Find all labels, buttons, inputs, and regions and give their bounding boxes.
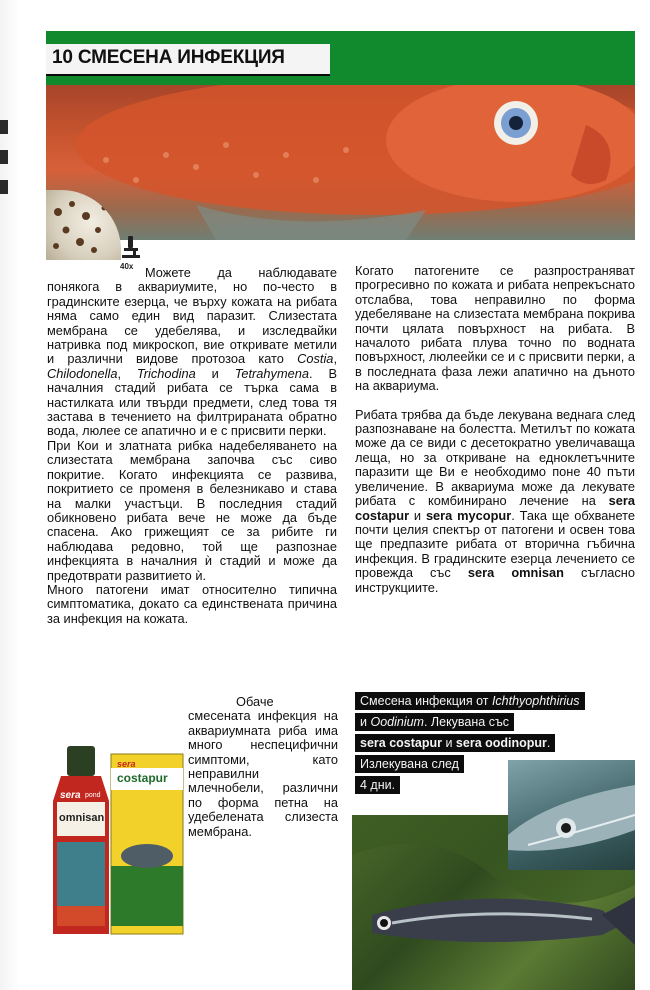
right-column xyxy=(355,264,635,595)
right-paragraph-1: Когато патогените се разпространяват прогресивно по кожата и рибата непрекъснато отслабва, това неправилно по форма удебеляване на слизестата мембрана покрива почти цялата повърхност на рибата. В началото рибата плува точно по водната повърхност, люлеейки се и с присвити перки, а в последната фаза лежи апатично на дъното на аквариума. xyxy=(355,263,635,394)
caption-line-3: sera costapur и sera oodinopur. xyxy=(355,734,555,752)
bottle-brand: sera xyxy=(60,790,81,801)
shark-fish-photo xyxy=(508,760,635,870)
shark-fish-illustration xyxy=(508,760,635,870)
red-fish-photo xyxy=(46,85,635,240)
left-paragraph-3-tail: Обаче смесената инфекция на аквариумната риба има много неспецифични симптоми, като неправилни млечнобели, различни по форма петна на удебелената слизеста мембрана. xyxy=(188,694,338,839)
magnification-label: 40x xyxy=(120,262,134,271)
left-paragraph-1: Можете да наблюдавате понякога в аквариумите, но по-често в градинските езерца, че върху кожата на рибата няма само един вид паразит. Слизестата мембрана се удебелява, и изследвайки натривка под микроскоп, вие откривате метили и различни видове протозоа като Costia, Chilodonella, Trichodina и Tetrahymena. В началния стадий рибата се търка сама в настилката или твърди предмети, след това тя застава в течението на филтрираната обратно вода, люлее се апатично и е с присвити перки. xyxy=(47,265,337,439)
page-edge-mark xyxy=(0,150,8,164)
page-edge-mark xyxy=(0,120,8,134)
caption-line-1: Смесена инфекция от Ichthyophthirius xyxy=(355,692,585,710)
bottle-subbrand: pond xyxy=(85,792,101,799)
box-brand: sera xyxy=(117,759,136,769)
left-column xyxy=(47,266,337,626)
product-photo xyxy=(47,746,187,938)
right-paragraph-2: Рибата трябва да бъде лекувана веднага след разпознаване на болестта. Метилът по кожата може да се види с десетократно увеличаваща леща, но за откриване на едноклетъчните паразити ще Ви е необходимо поне 40 пъти увеличение. В аквариума може да лекувате рибата с комбинирано лечение на sera costapur и sera mycopur. Така ще обхванете почти целия спектър от патогени и освен това ще предпазите рибата от вторична гъбична инфекция. В градинските езерца лечението се провежда със sera omnisan съгласно инструкциите. xyxy=(355,406,635,595)
caption-line-2: и Oodinium. Лекувана със xyxy=(355,713,514,731)
page-title: 10 СМЕСЕНА ИНФЕКЦИЯ xyxy=(52,47,285,68)
bottle-name: omnisan xyxy=(59,812,105,824)
caption-line-5: 4 дни. xyxy=(355,776,400,794)
left-paragraph-3: Много патогени имат относително типична симптоматика, докато са единствената причина за инфекция на кожата. xyxy=(47,581,337,626)
box-name: costapur xyxy=(117,771,168,785)
microscope-icon xyxy=(120,234,142,260)
caption-line-4: Излекувана след xyxy=(355,755,464,773)
page-edge-mark xyxy=(0,180,8,194)
left-paragraph-2: При Кои и златната рибка надебеляването на слизестата мембрана започва със сиво покритие. Когато инфекцията се развива, покритието се променя в белезникаво и става на малки участъци. В последния стадий обикновено рибата вече не може да бъде спасена. Ако грижещият се за рибите ги наблюдава редовно, той ще разпознае инфекцията в началния ѝ стадий и може да предотврати развитието ѝ. xyxy=(47,437,337,583)
red-fish-illustration xyxy=(46,85,635,240)
page-edge xyxy=(0,0,20,990)
